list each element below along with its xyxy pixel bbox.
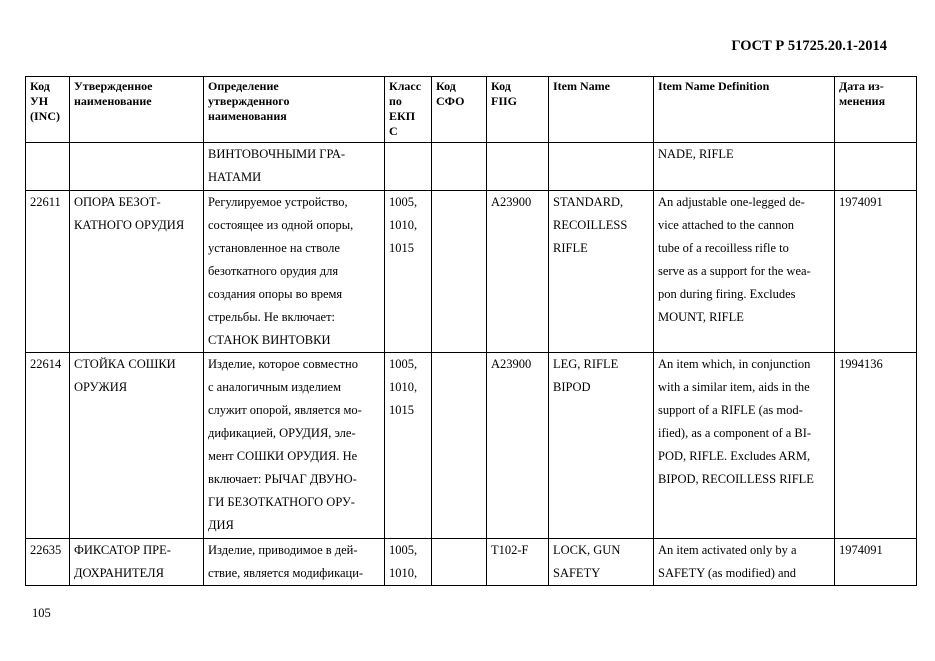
header-line: Класс [389, 79, 422, 93]
cell-line: Изделие, приводимое в дей- [208, 543, 358, 557]
cell-item-definition [654, 143, 835, 191]
cell-line: ГИ БЕЗОТКАТНОГО ОРУ- [208, 495, 355, 509]
header-line: наименования [208, 109, 287, 123]
cell-item-name [549, 191, 654, 353]
cell-line: SAFETY [553, 566, 601, 580]
cell-definition [204, 353, 385, 539]
cell-inc: 22611 [26, 191, 70, 353]
cell-line: RECOILLESS [553, 218, 628, 232]
cell-line: установленное на стволе [208, 241, 340, 255]
header-line: УН [30, 94, 49, 108]
cell-line: СТОЙКА СОШКИ [74, 357, 176, 371]
table-row [26, 353, 917, 539]
cell-line: ОРУЖИЯ [74, 380, 128, 394]
header-line: Код [436, 79, 456, 93]
cell-line: дификацией, ОРУДИЯ, эле- [208, 426, 356, 440]
header-line: менения [839, 94, 886, 108]
cell-line: безоткатного орудия для [208, 264, 339, 278]
cell-line: ФИКСАТОР ПРЕ- [74, 543, 171, 557]
cell-line: RIFLE [553, 241, 588, 255]
cell-line: STANDARD, [553, 195, 624, 209]
cell-line: An item activated only by a [658, 543, 797, 557]
cell-line: мент СОШКИ ОРУДИЯ. Не [208, 449, 358, 463]
cell-line: 1005, [389, 195, 418, 209]
cell-line: POD, RIFLE. Excludes ARM, [658, 449, 811, 463]
cell-line: ified), as a component of a BI- [658, 426, 812, 440]
header-line: Код [491, 79, 511, 93]
cell-line: support of a RIFLE (as mod- [658, 403, 803, 417]
page-number: 105 [32, 606, 51, 620]
cell-line: создания опоры во время [208, 287, 343, 301]
cell-item-definition [654, 539, 835, 586]
cell-change-date: 1994136 [835, 353, 917, 539]
cell-line: Изделие, которое совместно [208, 357, 358, 371]
cell-line: 1015 [389, 241, 414, 255]
header-item-name [549, 77, 654, 143]
header-line: Определение [208, 79, 279, 93]
table-row [26, 143, 917, 191]
header-line: С [389, 124, 398, 138]
cell-item-name [549, 143, 654, 191]
cell-change-date [835, 143, 917, 191]
header-line: Item Name Definition [658, 79, 770, 93]
table-header-row [26, 77, 917, 143]
cell-change-date: 1974091 [835, 191, 917, 353]
cell-line: with a similar item, aids in the [658, 380, 810, 394]
cell-approved-name [70, 143, 204, 191]
cell-item-definition [654, 191, 835, 353]
cell-line: Регулируемое устройство, [208, 195, 348, 209]
header-class [385, 77, 432, 143]
cell-line: 1010, [389, 380, 418, 394]
cell-class [385, 353, 432, 539]
cell-line: NADE, RIFLE [658, 147, 734, 161]
cell-line: НАТАМИ [208, 170, 262, 184]
cell-sfo [432, 353, 487, 539]
cell-line: 1010, [389, 218, 418, 232]
cell-line: ствие, является модификаци- [208, 566, 364, 580]
cell-inc [26, 143, 70, 191]
cell-line: с аналогичным изделием [208, 380, 341, 394]
header-line: FIIG [491, 94, 518, 108]
header-line: Утвержденное [74, 79, 153, 93]
cell-line: serve as a support for the wea- [658, 264, 811, 278]
cell-approved-name [70, 539, 204, 586]
cell-line: состоящее из одной опоры, [208, 218, 354, 232]
cell-item-definition [654, 353, 835, 539]
cell-line: стрельбы. Не включает: [208, 310, 336, 324]
cell-line: 1015 [389, 403, 414, 417]
cell-fiig [487, 143, 549, 191]
cell-line: служит опорой, является мо- [208, 403, 362, 417]
header-approved-name [70, 77, 204, 143]
cell-class [385, 191, 432, 353]
header-line: (INC) [30, 109, 60, 123]
cell-line: An item which, in conjunction [658, 357, 811, 371]
cell-line: ОПОРА БЕЗОТ- [74, 195, 161, 209]
cell-line: An adjustable one-legged de- [658, 195, 805, 209]
header-line: Код [30, 79, 50, 93]
cell-line: ДИЯ [208, 518, 234, 532]
table-body [26, 143, 917, 586]
cell-sfo [432, 539, 487, 586]
cell-line: КАТНОГО ОРУДИЯ [74, 218, 185, 232]
header-line: по [389, 94, 402, 108]
header-line: Item Name [553, 79, 610, 93]
cell-line: 1005, [389, 543, 418, 557]
table-row [26, 191, 917, 353]
cell-approved-name [70, 353, 204, 539]
header-line: СФО [436, 94, 465, 108]
header-line: ЕКП [389, 109, 416, 123]
cell-item-name [549, 539, 654, 586]
cell-line: BIPOD [553, 380, 591, 394]
header-line: Дата из- [839, 79, 884, 93]
header-inc [26, 77, 70, 143]
header-line: утвержденного [208, 94, 290, 108]
cell-line: 1010, [389, 566, 418, 580]
cell-line: ДОХРАНИТЕЛЯ [74, 566, 164, 580]
specification-table [25, 76, 917, 586]
cell-class [385, 539, 432, 586]
cell-line: pon during firing. Excludes [658, 287, 796, 301]
document-header: ГОСТ Р 51725.20.1-2014 [731, 38, 887, 54]
cell-fiig: A23900 [487, 353, 549, 539]
cell-class [385, 143, 432, 191]
cell-line: ВИНТОВОЧНЫМИ ГРА- [208, 147, 346, 161]
cell-line: MOUNT, RIFLE [658, 310, 744, 324]
cell-definition [204, 191, 385, 353]
cell-line: SAFETY (as modified) and [658, 566, 797, 580]
header-sfo [432, 77, 487, 143]
cell-line: LOCK, GUN [553, 543, 621, 557]
cell-change-date: 1974091 [835, 539, 917, 586]
cell-inc: 22635 [26, 539, 70, 586]
header-fiig [487, 77, 549, 143]
cell-line: tube of a recoilless rifle to [658, 241, 789, 255]
header-item-name-definition [654, 77, 835, 143]
header-change-date [835, 77, 917, 143]
cell-line: BIPOD, RECOILLESS RIFLE [658, 472, 814, 486]
cell-approved-name [70, 191, 204, 353]
cell-fiig: A23900 [487, 191, 549, 353]
cell-line: LEG, RIFLE [553, 357, 619, 371]
cell-line: 1005, [389, 357, 418, 371]
header-line: наименование [74, 94, 152, 108]
cell-sfo [432, 191, 487, 353]
cell-definition [204, 143, 385, 191]
header-definition [204, 77, 385, 143]
cell-inc: 22614 [26, 353, 70, 539]
cell-fiig: T102-F [487, 539, 549, 586]
cell-sfo [432, 143, 487, 191]
table-row [26, 539, 917, 586]
cell-line: СТАНОК ВИНТОВКИ [208, 333, 331, 347]
cell-line: включает: РЫЧАГ ДВУНО- [208, 472, 357, 486]
cell-definition [204, 539, 385, 586]
cell-item-name [549, 353, 654, 539]
cell-line: vice attached to the cannon [658, 218, 795, 232]
